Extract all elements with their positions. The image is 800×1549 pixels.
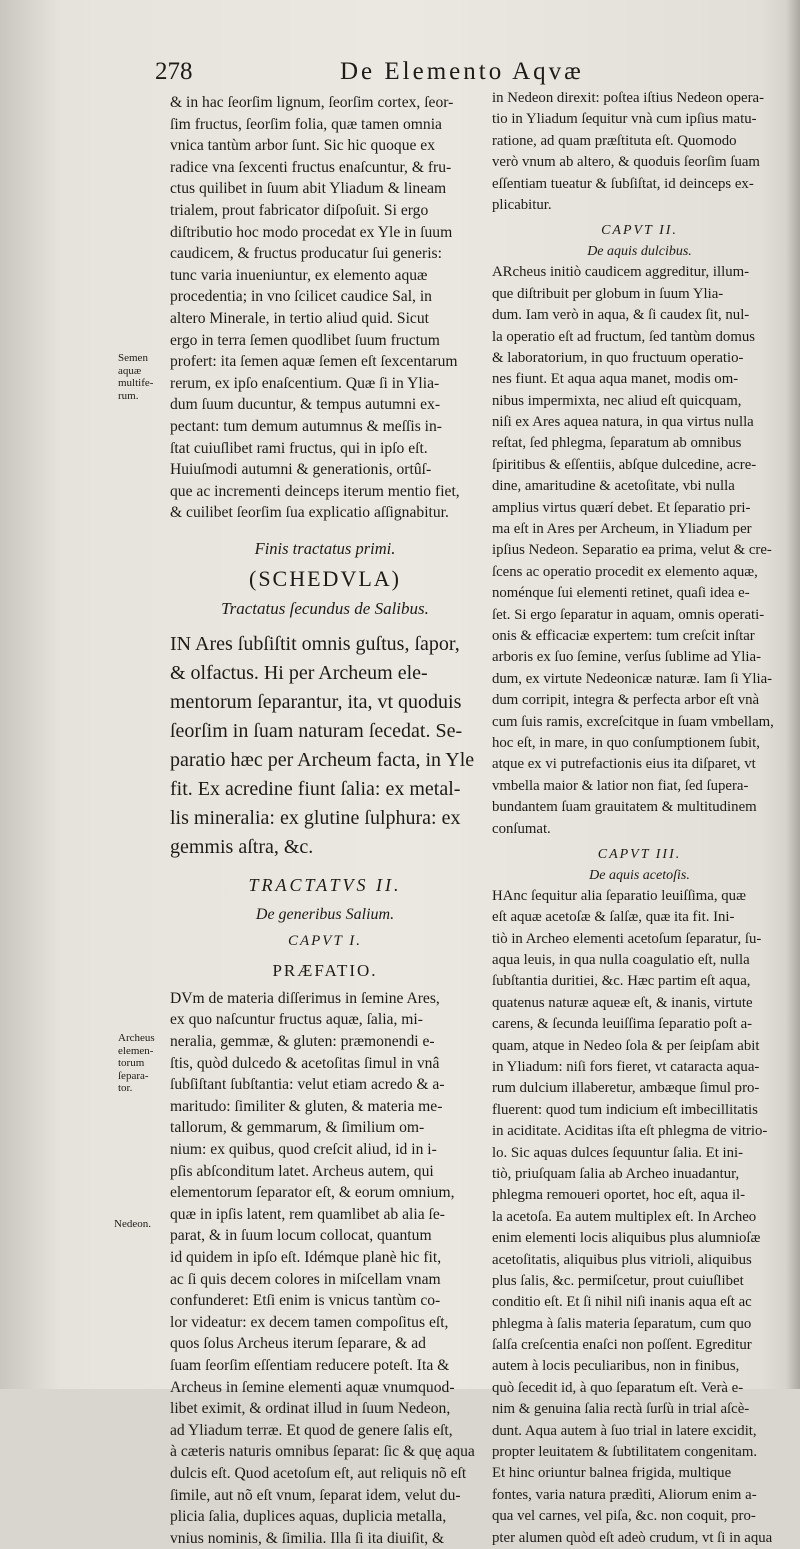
- text-line: libet eximit, & ordinat illud in ſuum Nedeon,: [170, 1400, 451, 1418]
- text-line: ratione, ad quam præſtituta eſt. Quomodo: [492, 132, 737, 149]
- text-line: verò vnum ab altero, & quoduis ſeorſim ſuam: [492, 154, 760, 171]
- margin-note-semen: [118, 352, 153, 402]
- text-line: in Yliadum: niſi fors fieret, vt cataracta aqua-: [492, 1059, 760, 1076]
- text-line: que diſtribuit per globum in ſuum Ylia-: [492, 285, 724, 302]
- text-line: plicabitur.: [492, 196, 552, 213]
- text-line: quos ſolus Archeus iterum ſeparare, & ad: [170, 1335, 426, 1353]
- text-line: procedentia; in vno ſcilicet caudice Sal, in: [170, 288, 432, 306]
- text-line: autem à locis peculiaribus, non in finibus,: [492, 1358, 740, 1375]
- text-line: altero Minerale, in tertio aliud quid. Sicut: [170, 309, 429, 327]
- praefatio-heading: PRÆFATIO.: [272, 960, 378, 980]
- left-paragraph-2: [170, 630, 480, 862]
- text-line: phlegma remoueri oportet, hoc eſt, aqua il-: [492, 1187, 746, 1204]
- text-line: radice vna ſexcenti fructus enaſcuntur, & fru-: [170, 158, 452, 176]
- text-line: phlegma à ſalis materia ſeparatum, cum quo: [492, 1315, 752, 1332]
- de-aquis-acetosis-heading: De aquis acetoſis.: [589, 867, 690, 883]
- text-line: & cuilibet ſeorſim ſua explicatio aſſignabitur.: [170, 504, 449, 522]
- text-line: tiò, priuſquam ſalia ab Archeo inuadantur,: [492, 1165, 740, 1182]
- text-line: pſis abſconditum latet. Archeus autem, qui: [170, 1162, 434, 1180]
- text-line: fit. Ex acredine fiunt ſalia: ex metal-: [170, 777, 461, 800]
- text-line: dum ſuum ducuntur, & tempus autumni ex-: [170, 396, 441, 414]
- schedula-heading: (SCHEDVLA): [249, 565, 401, 591]
- text-line: ad Yliadum terræ. Et quod de genere ſalis eſt,: [170, 1421, 453, 1439]
- text-line: ſubſtantia duritiei, &c. Hæc partim eſt aqua,: [492, 973, 751, 990]
- margin-note-line: ſepara-: [118, 1069, 149, 1082]
- caput-i-heading: CAPVT I.: [287, 932, 363, 949]
- text-line: parat, & in ſuum locum collocat, quantum: [170, 1227, 432, 1245]
- text-line: nium: ex quibus, quod creſcit aliud, id in i-: [170, 1141, 437, 1159]
- text-line: pectant: tum demum autumnus & meſſis in-: [170, 417, 442, 435]
- tractatus-ii-heading: TRACTATVS II.: [248, 874, 402, 895]
- margin-note-nedeon: [114, 1218, 151, 1231]
- text-line: dum, ex virtute Nedeonicæ naturæ. Iam ſi Ylia-: [492, 670, 773, 687]
- text-line: ſpiritibus & eſſentiis, abſque dulcedine, acre-: [492, 456, 757, 473]
- text-line: diſtributio hoc modo procedat ex Yle in ſuum: [170, 223, 453, 241]
- text-line: quam, atque in Nedeo ſola & per ſeipſam abit: [492, 1037, 760, 1054]
- text-line: que ac incrementi deinceps iterum mentio fiet,: [170, 482, 460, 500]
- text-line: maritudo: ſimiliter & gluten, & materia me-: [170, 1097, 443, 1115]
- text-line: propter leuitatem & ſubtilitatem congenitam.: [492, 1444, 758, 1461]
- text-line: ctus quilibet in ſuum abit Yliadum & lineam: [170, 180, 447, 198]
- finis-tractatus-heading: Finis tractatus primi.: [254, 538, 396, 558]
- text-line: quæ in ipſis latent, rem quamlibet ab alia ſe-: [170, 1205, 445, 1223]
- text-line: plus ſalis, &c. permiſcetur, prout cuiuſlibet: [492, 1272, 744, 1289]
- text-line: noménque ſui elementi retinet, quaſi idea e-: [492, 585, 750, 602]
- text-line: DVm de materia diſſerimus in ſemine Ares,: [170, 989, 440, 1007]
- text-line: mentorum ſeparantur, ita, vt quoduis: [170, 690, 462, 713]
- text-line: ſeorſim in ſuam naturam ſecedat. Se-: [170, 719, 463, 742]
- text-line: neralia, gemmæ, & gluten: præmonendi e-: [170, 1033, 435, 1051]
- text-line: vmbella maior & latior non fiat, ſed ſupera-: [492, 777, 749, 794]
- text-line: fluerent: quod tum indicium eſt imbecillitatis: [492, 1101, 758, 1118]
- text-line: ſimile, aut nõ eſt vnum, ſeparat idem, velut du-: [170, 1486, 461, 1504]
- text-line: elementorum ſeparator eſt, & eorum omnium,: [170, 1184, 455, 1202]
- margin-note-line: multife-: [118, 377, 154, 389]
- text-line: dunt. Aqua autem à ſuo trial in latere excidit,: [492, 1422, 757, 1439]
- text-line: ergo in terra ſemen quodlibet ſuum fructum: [170, 331, 440, 349]
- margin-note-line: Semen: [118, 352, 148, 364]
- text-line: ex quo naſcuntur fructus aquæ, ſalia, mi-: [170, 1011, 423, 1029]
- text-line: ipſius Nedeon. Separatio ea prima, velut & cre-: [492, 542, 772, 559]
- margin-note-line: Archeus: [118, 1032, 155, 1044]
- text-line: bundantem ſuam grauitatem & multitudinem: [492, 799, 757, 816]
- de-aquis-dulcibus-heading: De aquis dulcibus.: [587, 244, 692, 260]
- text-line: aqua leuis, in qua nulla coagulatio eſt, nulla: [492, 952, 750, 969]
- text-line: ſalſa creſcentia enaſci non poſſent. Egreditur: [492, 1337, 752, 1354]
- caput-ii-heading: CAPVT II.: [601, 223, 678, 239]
- text-line: id quidem in ipſo eſt. Idémque planè hic fit,: [170, 1249, 442, 1266]
- text-line: lis mineralia: ex glutine ſulphura: ex: [170, 806, 461, 829]
- text-line: tiò in Archeo elementi acetoſum ſeparatur, ſu-: [492, 930, 762, 947]
- text-line: tallorum, & gemmarum, & ſimilium om-: [170, 1119, 425, 1137]
- caput-iii-heading: CAPVT III.: [597, 846, 682, 862]
- text-line: carens, & ſecunda leuiſſima ſeparatio poſt a-: [492, 1016, 753, 1033]
- text-line: Archeus in ſemine elementi aquæ vnumquod-: [170, 1378, 455, 1396]
- text-line: dum. Iam verò in aqua, & ſi caudex ſit, nul-: [492, 307, 750, 324]
- text-line: ſubſiſtant ſubſtantia: velut etiam acredo & a-: [170, 1076, 445, 1094]
- text-line: amplius virtus quærí debet. Et ſeparatio pri-: [492, 499, 751, 516]
- text-line: eſt aquæ acetoſæ & ſalſæ, quæ ita fit. Ini-: [492, 909, 735, 926]
- text-line: arboris ex ſuo ſemine, verſus ſublime ad Ylia-: [492, 649, 762, 666]
- text-line: in aciditate. Aciditas iſta eſt phlegma de vitrio-: [492, 1123, 768, 1140]
- text-line: & olfactus. Hi per Archeum ele-: [170, 661, 428, 684]
- text-line: fontes, varia natura prædìti, Aliorum enim a-: [492, 1486, 757, 1503]
- text-line: ac ſi quis decem colores in miſcellam vnam: [170, 1270, 441, 1288]
- text-line: quò ſecedit id, à quo ſeparatum eſt. Verà e-: [492, 1379, 744, 1396]
- text-line: dum corripit, integra & perfecta arbor eſt vnà: [492, 692, 760, 709]
- page-number: 278: [155, 58, 193, 85]
- text-line: caudicem, & fructus producatur ſui generis:: [170, 245, 442, 263]
- right-paragraph-2: [492, 262, 787, 840]
- right-column: [492, 88, 787, 1549]
- text-line: ſtat cuiuſlibet rami fructus, qui in ipſo eſt.: [170, 439, 428, 457]
- right-paragraph-3: [492, 886, 787, 1549]
- text-line: confunderet: Etſi enim is vnicus tantùm co-: [170, 1292, 441, 1310]
- left-column: [170, 92, 480, 1549]
- text-line: & in hac ſeorſim lignum, ſeorſim cortex, ſeor-: [170, 94, 454, 111]
- margin-note-line: tor.: [118, 1082, 133, 1094]
- text-line: vnius nominis, & ſimilia. Illa ſi ita diuiſit, &: [170, 1529, 445, 1547]
- right-paragraph-1: [492, 88, 787, 216]
- text-line: paratio hæc per Archeum facta, in Yle: [170, 748, 475, 771]
- left-paragraph-3: [170, 988, 480, 1549]
- text-line: ſtis, quòd dulcedo & acetoſitas ſimul in vnâ: [170, 1054, 440, 1072]
- text-line: enim elementi locis aliquibus plus alumnioſæ: [492, 1230, 761, 1247]
- text-line: ſcens ac operatio procedit ex elemento aquæ,: [492, 563, 758, 580]
- text-line: & laboratorium, in quo fructuum operatio-: [492, 349, 744, 366]
- margin-note-line: Nedeon.: [114, 1218, 151, 1230]
- text-line: Huiuſmodi autumni & generationis, ortûſ-: [170, 461, 432, 479]
- text-line: nim & genuina ſalia rectà ſurſù in trial aſcè-: [492, 1401, 750, 1418]
- text-line: profert: ita ſemen aquæ ſemen eſt ſexcentarum: [170, 353, 458, 371]
- text-line: tunc varia inueniuntur, ex elemento aquæ: [170, 266, 428, 284]
- text-line: atque ex vi putrefactionis eius ita diſparet, vt: [492, 756, 756, 773]
- text-line: lo. Sic aquas dulces ſequuntur ſalia. Et ini-: [492, 1144, 744, 1161]
- tractatus-secundus-heading: Tractatus ſecundus de Salibus.: [221, 598, 429, 618]
- margin-note-archeus: [118, 1032, 155, 1095]
- text-line: tio in Yliadum ſequitur vnà cum ipſius matu-: [492, 111, 757, 128]
- text-line: nibus impermixta, nec aliud eſt quicquam,: [492, 392, 742, 409]
- text-line: plicia ſalia, duplices aquas, duplicia metalla,: [170, 1508, 447, 1526]
- text-line: pter alumen quòd eſt adeò crudum, vt ſi in aqua: [492, 1529, 773, 1546]
- text-line: trialem, prout fabricator diſpoſuit. Si ergo: [170, 201, 429, 219]
- text-line: ARcheus initiò caudicem aggreditur, illum-: [492, 264, 750, 281]
- text-line: reſtat, ſed phlegma, ſeparatum ab omnibus: [492, 435, 742, 452]
- text-line: la acetoſa. Ea autem multiplex eſt. In Archeo: [492, 1208, 757, 1225]
- text-line: conditio eſt. Et ſi nihil niſi inanis aqua eſt ac: [492, 1294, 752, 1311]
- text-line: IN Ares ſubſiſtit omnis guſtus, ſapor,: [170, 632, 460, 655]
- text-line: nes fiunt. Et aqua aqua manet, modis om-: [492, 371, 739, 388]
- margin-note-line: elemen-: [118, 1044, 154, 1057]
- text-line: vnica tantùm arbor ſunt. Sic hic quoque ex: [170, 137, 436, 155]
- text-line: quatenus naturæ aqueæ eſt, & inanis, virtute: [492, 994, 753, 1011]
- text-line: à cæteris naturis omnibus ſeparat: ſic & quę aqua: [170, 1443, 475, 1461]
- text-line: Et hinc oriuntur balnea frigida, multique: [492, 1465, 732, 1482]
- text-line: cum ſuis ramis, excreſcitque in ſuam vmbellam,: [492, 713, 774, 730]
- de-generibus-heading: De generibus Salium.: [255, 905, 395, 923]
- page-edge-shadow: [786, 0, 800, 1389]
- text-line: lor videatur: ex decem tamen compoſitus eſt,: [170, 1313, 449, 1331]
- text-line: HAnc ſequitur alia ſeparatio leuiſſima, quæ: [492, 887, 746, 904]
- text-line: conſumat.: [492, 820, 551, 837]
- text-line: ſet. Si ergo ſeparatur in aquam, omnis operati-: [492, 606, 765, 623]
- text-line: niſi ex Ares aquea natura, in qua virtus nulla: [492, 414, 754, 431]
- text-line: ma eſt in Ares per Archeum, in Yliadum per: [492, 521, 752, 538]
- text-line: la operatio eſt ad fructum, ſed tantùm domus: [492, 328, 755, 345]
- text-line: in Nedeon direxit: poſtea iſtius Nedeon opera-: [492, 90, 765, 106]
- text-line: rerum, ex ipſo enaſcentium. Quæ ſi in Ylia-: [170, 374, 440, 392]
- text-line: rum dulcium illaberetur, ambæque ſimul pro-: [492, 1080, 760, 1097]
- text-line: onis & efficaciæ expertem: tum creſcit inſtar: [492, 627, 755, 644]
- text-line: qua vel carnes, vel piſa, &c. non coquit, pro-: [492, 1508, 756, 1525]
- text-line: acetoſitatis, aliquibus plus vitrioli, aliquibus: [492, 1251, 752, 1268]
- margin-note-line: aquæ: [118, 364, 142, 377]
- text-line: dulcis eſt. Quod acetoſum eſt, aut reliquis nõ eſt: [170, 1464, 467, 1482]
- running-title: De Elemento Aqvæ: [340, 58, 584, 85]
- text-line: eſſentiam tueatur & ſubſiſtat, id deinceps ex-: [492, 175, 754, 192]
- margin-note-line: rum.: [118, 389, 139, 402]
- left-paragraph-1: [170, 92, 480, 524]
- text-line: hoc eſt, in mare, in quo conſumptionem ſubit,: [492, 734, 760, 751]
- text-line: ſuam ſeorſim eſſentiam reducere poteſt. Ita &: [170, 1356, 450, 1374]
- text-line: ſim fructus, ſeorſim folia, quæ tamen omnia: [170, 115, 442, 133]
- text-line: dine, amaritudine & acetoſitate, vbi nulla: [492, 478, 735, 495]
- text-line: gemmis aſtra, &c.: [170, 835, 314, 858]
- margin-note-line: torum: [118, 1057, 145, 1069]
